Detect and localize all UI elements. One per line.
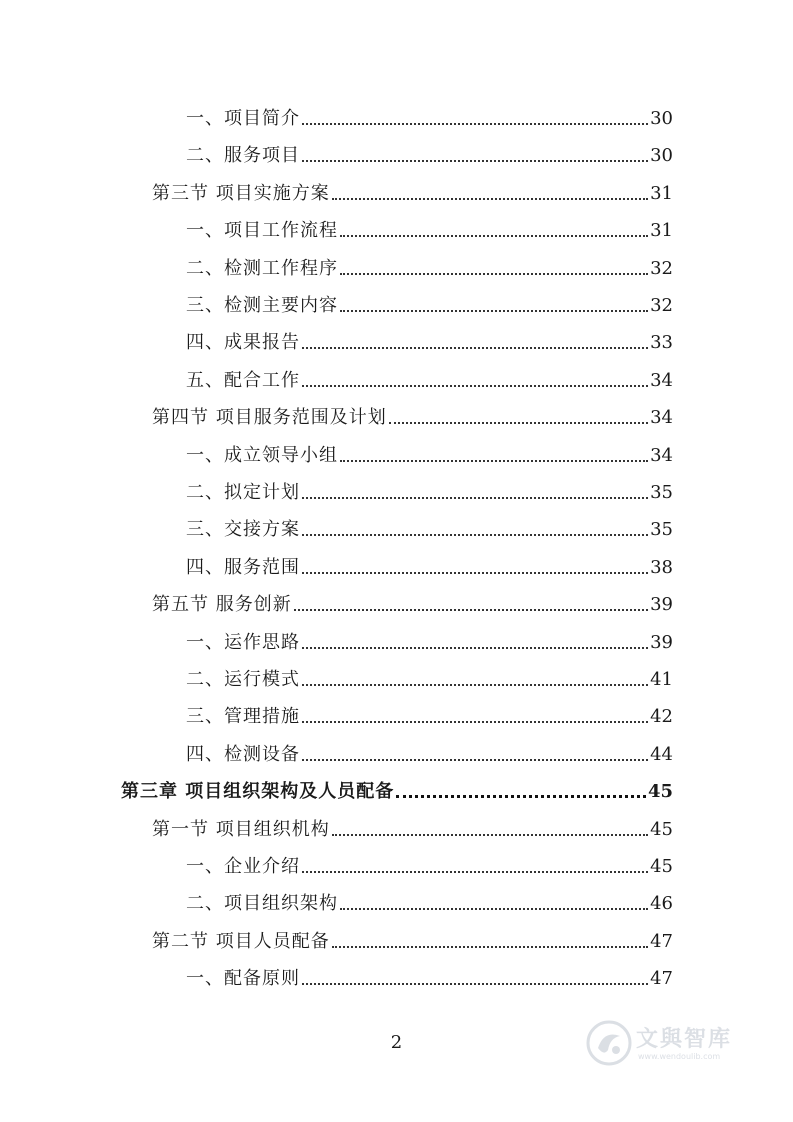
toc-leader-dots [302,721,648,723]
toc-entry[interactable] [186,324,673,354]
toc-entry-page: 44 [650,743,673,765]
toc-entry[interactable] [152,586,673,616]
toc-leader-dots [302,759,648,761]
toc-entry[interactable] [186,624,673,654]
sun-swirl-icon [586,1020,632,1066]
toc-entry-title: 四、成果报告 [186,332,300,354]
toc-entry[interactable] [186,250,673,280]
toc-leader-dots [332,834,648,836]
toc-entry[interactable] [186,549,673,579]
toc-leader-dots [332,198,648,200]
toc-entry-title: 二、运行模式 [186,669,300,690]
page-number: 2 [390,1032,403,1053]
toc-entry-page: 38 [650,556,673,578]
toc-entry-title: 三、交接方案 [186,519,300,541]
toc-entry-title: 第五节 服务创新 [152,594,292,616]
toc-entry-title: 一、成立领导小组 [186,444,338,466]
toc-entry-page: 34 [650,444,673,466]
toc-entry-title: 一、运作思路 [186,631,300,653]
toc-entry[interactable] [186,362,673,392]
toc-entry[interactable] [152,399,673,429]
toc-entry[interactable] [152,175,673,205]
toc-entry-page: 45 [650,856,673,877]
toc-leader-dots [340,908,648,910]
toc-leader-dots [302,385,648,387]
toc-entry-page: 39 [650,631,673,653]
watermark [586,1016,766,1072]
toc-entry-page: 34 [650,369,673,391]
toc-entry-page: 45 [647,781,673,803]
toc-entry[interactable] [186,960,673,990]
toc-entry-page: 33 [650,332,673,354]
toc-leader-dots [302,123,648,125]
toc-entry-title: 一、配备原则 [186,968,300,990]
toc-entry-title: 二、服务项目 [186,145,300,167]
toc-entry-page: 35 [650,519,673,541]
toc-entry-title: 第二节 项目人员配备 [152,930,330,952]
toc-entry-title: 四、检测设备 [186,743,300,765]
toc-entry[interactable] [121,773,673,803]
toc-entry-title: 一、企业介绍 [186,856,300,877]
toc-entry-title: 五、配合工作 [186,369,300,391]
toc-entry-title: 二、检测工作程序 [186,257,338,279]
toc-leader-dots [302,347,648,349]
toc-entry-page: 30 [650,108,673,129]
toc-entry-title: 二、拟定计划 [186,482,300,503]
toc-leader-dots [332,946,648,948]
toc-entry-title: 一、项目简介 [186,108,300,129]
toc-leader-dots [340,460,648,462]
toc-entry[interactable] [152,923,673,953]
toc-entry-page: 35 [650,482,673,503]
toc-entry-title: 三、管理措施 [186,706,300,728]
toc-entry[interactable] [186,698,673,728]
toc-leader-dots [340,273,648,275]
toc-entry[interactable] [186,885,673,915]
watermark-url: www.wendoulib.com [638,1052,721,1061]
toc-leader-dots [302,497,648,499]
toc-entry[interactable] [186,848,673,878]
toc-entry-page: 31 [650,182,673,204]
toc-leader-dots [302,647,648,649]
toc-leader-dots [302,572,648,574]
toc-entry-page: 42 [650,706,673,728]
toc-leader-dots [302,871,648,873]
toc-leader-dots [340,310,648,312]
toc-entry-page: 45 [650,818,673,840]
toc-entry[interactable] [152,811,673,841]
toc-entry-page: 32 [650,295,673,316]
toc-entry-page: 30 [650,145,673,167]
toc-entry-title: 三、检测主要内容 [186,295,338,316]
toc-entry-title: 第三节 项目实施方案 [152,182,330,204]
toc-leader-dots [389,422,648,424]
watermark-text: 文與智库 [636,1027,733,1052]
toc-entry[interactable] [186,736,673,766]
toc-leader-dots [294,609,648,611]
toc-entry-page: 32 [650,257,673,279]
toc-entry-title: 第三章 项目组织架构及人员配备 [121,781,395,803]
toc-entry-title: 第四节 项目服务范围及计划 [152,407,387,429]
toc-entry-page: 34 [650,407,673,429]
toc-entry-page: 47 [650,968,673,990]
toc-leader-dots [302,534,648,536]
toc-entry[interactable] [186,137,673,167]
toc-entry[interactable] [186,287,673,317]
toc-leader-dots [302,983,648,985]
toc-entry-page: 47 [650,930,673,952]
toc-entry-title: 二、项目组织架构 [186,893,338,915]
toc-entry-title: 四、服务范围 [186,556,300,578]
toc-entry-title: 一、项目工作流程 [186,220,338,242]
toc-entry[interactable] [186,511,673,541]
toc-leader-dots [302,160,648,162]
toc-leader-dots [302,684,648,686]
toc-entry-page: 46 [650,893,673,915]
toc-entry-title: 第一节 项目组织机构 [152,818,330,840]
toc-entry-page: 31 [650,220,673,242]
toc-entry[interactable] [186,474,673,504]
toc-leader-dots [340,235,648,237]
toc-entry[interactable] [186,100,673,130]
toc-entry[interactable] [186,212,673,242]
toc-leader-dots [396,795,646,798]
toc-entry[interactable] [186,437,673,467]
toc-entry[interactable] [186,661,673,691]
toc-entry-page: 39 [650,594,673,616]
toc-entry-page: 41 [650,669,673,690]
